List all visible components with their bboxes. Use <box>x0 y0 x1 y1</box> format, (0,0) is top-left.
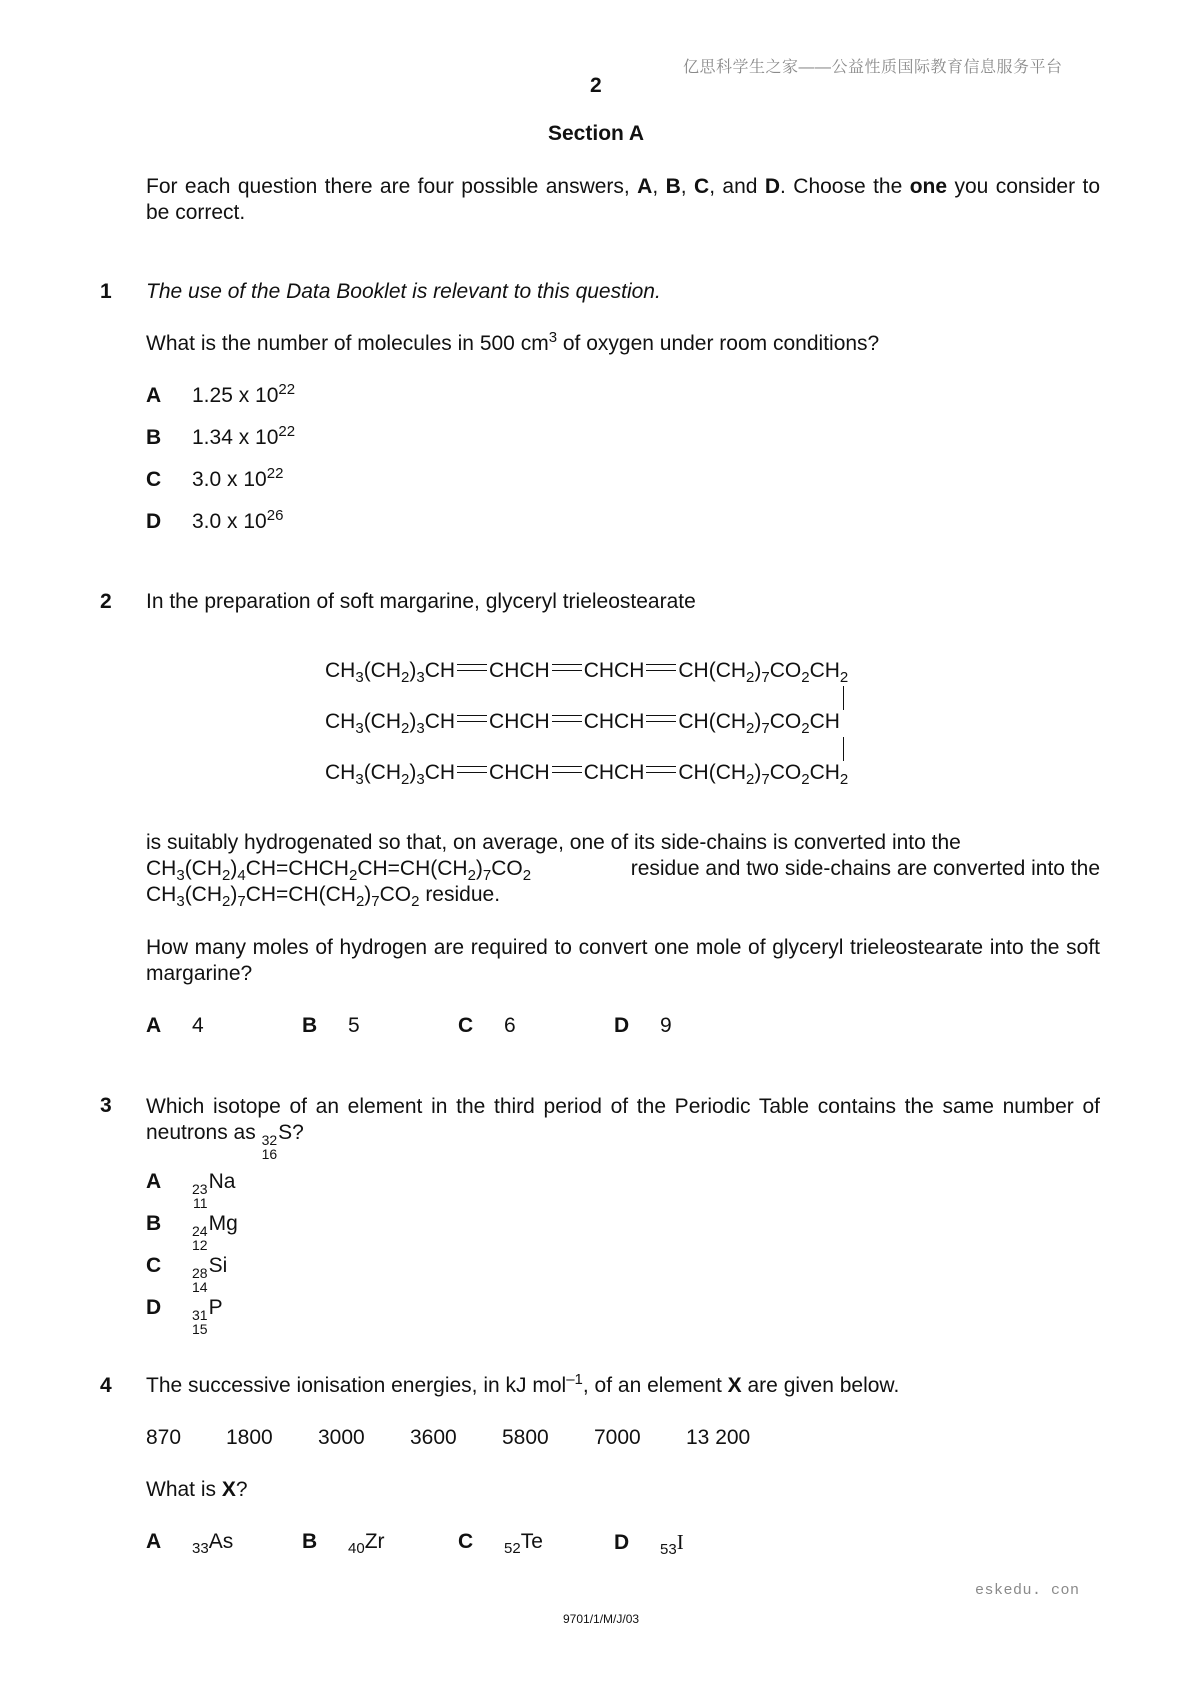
energy-value: 1800 <box>226 1426 273 1449</box>
q3-option-c: C 28 14 Si <box>146 1254 228 1295</box>
energy-value: 5800 <box>502 1426 549 1449</box>
q3-number: 3 <box>100 1094 112 1117</box>
formula-row-1: $CH_3(CH_2)_3CH$ CHCH CHCH $CH(CH_2)_7CO_2CH_2$ <box>325 659 849 687</box>
q2-option-d: D 9 <box>614 1014 672 1037</box>
energy-value: 3000 <box>318 1426 365 1449</box>
q2-paragraph: is suitably hydrogenated so that, on average, one of its side-chains is converted into the $CH_3(CH_2)_4CH=CHCH_2CH=CH(CH_2)_7CO_2$ residue and two side-chains are converted into the $CH_3(CH_2)_7CH=CH(CH_2)_7CO_2$ residue. <box>146 831 1100 911</box>
q4-option-c: C $_{52}$Te <box>458 1530 543 1558</box>
energy-value: 13 200 <box>686 1426 751 1449</box>
energy-value: 7000 <box>594 1426 641 1449</box>
q4-question: What is X? <box>146 1478 248 1501</box>
q4-option-d: D $_{53}$I <box>614 1530 684 1559</box>
q2-option-a: A 4 <box>146 1014 204 1037</box>
formula-row-2: $CH_3(CH_2)_3CH$ CHCH CHCH $CH(CH_2)_7CO_2CH$ <box>325 710 840 738</box>
q1-number: 1 <box>100 280 112 303</box>
paper-code: 9701/1/M/J/03 <box>563 1612 640 1626</box>
q3-option-d: D 31 15 P <box>146 1296 223 1337</box>
instructions: For each question there are four possible answers, A, B, C, and D. Choose the one you consider to be correct. <box>146 175 1100 224</box>
double-bond <box>457 664 487 671</box>
glycerol-bond-upper <box>843 686 844 710</box>
q1-stem: What is the number of molecules in 500 $cm^3$ of oxygen under room conditions? <box>146 329 880 355</box>
energy-value: 870 <box>146 1426 182 1449</box>
double-bond <box>646 715 676 722</box>
double-bond <box>552 715 582 722</box>
section-title: Section A <box>548 122 645 145</box>
q2-number: 2 <box>100 590 112 613</box>
q3-option-a: A 23 11 Na <box>146 1170 236 1211</box>
double-bond <box>457 766 487 773</box>
q2-option-c: C 6 <box>458 1014 516 1037</box>
glycerol-bond-lower <box>843 737 844 761</box>
double-bond <box>646 766 676 773</box>
header-watermark: 亿思科学生之家——公益性质国际教育信息服务平台 <box>683 59 1063 76</box>
page-number: 2 <box>590 74 602 97</box>
double-bond <box>646 664 676 671</box>
q1-option-d: D 3.0 x $10^{26}$ <box>146 507 284 533</box>
q1-option-b: B 1.34 x $10^{22}$ <box>146 423 296 449</box>
q4-number: 4 <box>100 1374 112 1397</box>
q3-option-b: B 24 12 Mg <box>146 1212 238 1253</box>
double-bond <box>552 766 582 773</box>
q2-question: How many moles of hydrogen are required to convert one mole of glyceryl trieleostearate into the soft margarine? <box>146 936 1100 985</box>
q1-option-a: A 1.25 x $10^{22}$ <box>146 381 296 407</box>
double-bond <box>552 664 582 671</box>
isotope-notation: 32 16 <box>261 1132 278 1162</box>
q3-stem: Which isotope of an element in the third period of the Periodic Table contains the same number of neutrons as 32 16 S? <box>146 1095 1100 1162</box>
double-bond <box>457 715 487 722</box>
q1-option-c: C 3.0 x $10^{22}$ <box>146 465 284 491</box>
q4-option-a: A $_{33}$As <box>146 1530 234 1558</box>
q2-stem: In the preparation of soft margarine, glyceryl trieleostearate <box>146 590 696 613</box>
footer-watermark: eskedu. con <box>975 1582 1080 1599</box>
q2-option-b: B 5 <box>302 1014 360 1037</box>
formula-row-3: $CH_3(CH_2)_3CH$ CHCH CHCH $CH(CH_2)_7CO_2CH_2$ <box>325 761 849 789</box>
q4-option-b: B $_{40}$Zr <box>302 1530 385 1558</box>
q4-energies <box>146 1426 750 1450</box>
energy-value: 3600 <box>410 1426 457 1449</box>
q1-note: The use of the Data Booklet is relevant to this question. <box>146 280 661 303</box>
q4-stem: The successive ionisation energies, in kJ mol$^{-1}$, of an element X are given below. <box>146 1371 900 1397</box>
